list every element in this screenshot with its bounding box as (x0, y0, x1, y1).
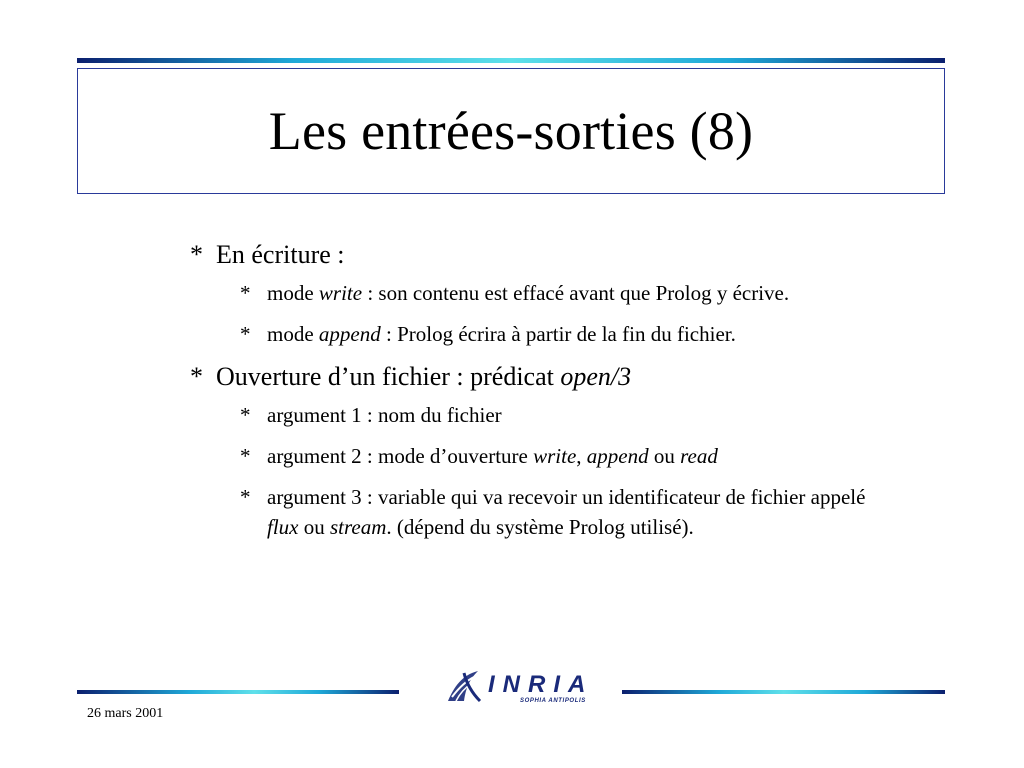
bullet-text-italic: append (586, 444, 649, 468)
slide-title: Les entrées-sorties (8) (268, 101, 754, 161)
bullet-text (267, 319, 880, 349)
bullet-mode-write (240, 278, 880, 308)
bullet-ouverture (190, 360, 930, 394)
footer-rule-left (77, 690, 399, 694)
title-box (77, 68, 945, 194)
bullet-argument-3 (240, 482, 880, 542)
bullet-marker: * (240, 485, 251, 509)
bullet-marker: * (240, 322, 251, 346)
bullet-text-part: argument 2 : mode d’ouverture (267, 444, 534, 468)
slide-content (190, 238, 930, 542)
bullet-mode-append (240, 319, 880, 349)
bullet-text (216, 238, 930, 272)
bullet-marker: * (190, 362, 203, 391)
bullet-argument-1 (240, 400, 880, 430)
logo-subtitle: SOPHIA ANTIPOLIS (520, 698, 586, 704)
bullet-text-italic: stream (330, 515, 387, 539)
bullet-text (267, 441, 880, 471)
bullet-text (267, 278, 880, 308)
bullet-text-part: argument 1 : nom du fichier (267, 403, 502, 427)
inria-logo-icon (444, 667, 484, 707)
logo-name: INRIA (488, 671, 594, 698)
bullet-marker: * (190, 240, 203, 269)
bullet-text (267, 400, 880, 430)
bullet-text-part: ou (648, 444, 681, 468)
bullet-argument-2 (240, 441, 880, 471)
bullet-text-part: mode (267, 281, 319, 305)
bullet-text-part: ou (298, 515, 330, 539)
bullet-text-part: , (576, 444, 587, 468)
bullet-text-part: : son contenu est effacé avant que Prolog y écrive. (362, 281, 790, 305)
bullet-text-part: mode (267, 322, 319, 346)
bullet-text-italic: read (680, 444, 718, 468)
bullet-marker: * (240, 281, 251, 305)
bullet-text-part: . (dépend du système Prolog utilisé). (386, 515, 694, 539)
bullet-text-italic: flux (267, 515, 299, 539)
bullet-text-part: Ouverture d’un fichier : prédicat (216, 362, 561, 391)
bullet-text-part: argument 3 : variable qui va recevoir un identificateur de fichier appelé (267, 485, 866, 509)
inria-logo (444, 664, 604, 710)
bullet-marker: * (240, 444, 251, 468)
bullet-text (267, 482, 880, 542)
bullet-marker: * (240, 403, 251, 427)
bullet-text-italic: write (533, 444, 577, 468)
bullet-text-italic: append (318, 322, 381, 346)
bullet-text-part: : Prolog écrira à partir de la fin du fichier. (380, 322, 736, 346)
bullet-en-ecriture (190, 238, 930, 272)
footer-date: 26 mars 2001 (87, 706, 164, 721)
top-rule (77, 58, 945, 63)
footer-rule-right (622, 690, 945, 694)
bullet-text-italic: open/3 (560, 362, 632, 391)
bullet-text-part: En écriture : (216, 240, 345, 269)
bullet-text-italic: write (318, 281, 363, 305)
bullet-text (216, 360, 930, 394)
